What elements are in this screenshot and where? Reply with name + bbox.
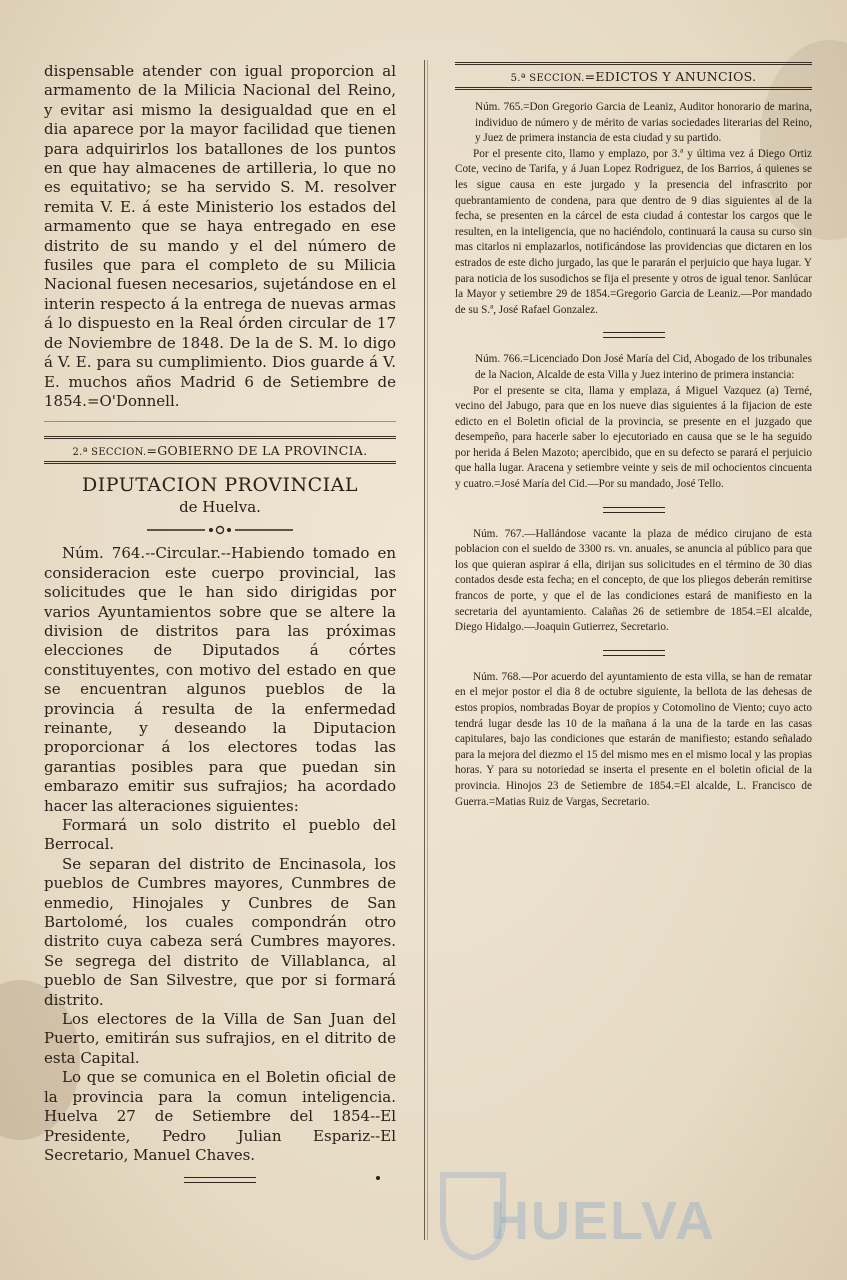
- section-heading-prefix: 5.ª SECCION.: [510, 73, 585, 84]
- circular-764-paragraph-3: Se separan del distrito de Encinasola, los pueblos de Cumbres mayores, Cunmbres de enmedio, Hinojales y Cunbres de San Bartolomé, los cuales compondrán otro distrito cuya cabeza será Cumbres mayores. Se segrega del distrito de Villablanca, al pueblo de San Silvestre, que por si formará distrito.: [44, 854, 396, 1009]
- intro-paragraph: dispensable atender con igual proporcion al armamento de la Milicia Nacional del Reino, y evitar asi mismo la desigualdad que en el dia aparece por la mayor facilidad que tienen para adquirirlos los batallones de los puntos en que hay almacenes de artilleria, lo que no es equitativo; se ha servido S. M. resolver remita V. E. á este Ministerio los estados del armamento que se haya entregado en ese distrito de su mando y el del número de fusiles que para el completo de su Milicia Nacional fuesen necesarios, sujetándose en el interin respecto á la entrega de nuevas armas á lo dispuesto en la Real órden circular de 17 de Noviembre de 1848. De la de S. M. lo digo á V. E. para su cumplimiento. Dios guarde á V. E. muchos años Madrid 6 de Setiembre de 1854.=O'Donnell.: [44, 62, 396, 410]
- notice-768-body: Núm. 768.—Por acuerdo del ayuntamiento de esta villa, se han de rematar en el mejor postor el dia 8 de octubre siguiente, la bellota de las dehesas de estos propios, nombradas Boyar de propios y Cotomolino de Viento; cuyo acto tendrá lugar desde las 10 de la mañana á la una de la tarde en las casas capitulares, bajo las condiciones que estarán de manifiesto; estando señalado para la mejora del diezmo el 15 del mismo mes en el mismo local y las propias horas. Y para su notoriedad se inserta el presente en el boletin oficial de la provincia. Hinojos 23 de Setiembre de 1854.=El alcalde, L. Francisco de Guerra.=Matias Ruiz de Vargas, Secretario.: [455, 670, 812, 808]
- notice-767-body: Núm. 767.—Hallándose vacante la plaza de médico cirujano de esta poblacion con el sueldo de 3300 rs. vn. anuales, se anuncia al público para que los que quieran aspirar á ella, dirijan sus solicitudes en el término de 30 dias contados desde esta fecha; en el concepto, de que los pliegos deberán remitirse francos de porte, y que el de las condiciones estará de manifiesto en la secretaria del ayuntamiento. Calañas 26 de setiembre de 1854.=El alcalde, Diego Hidalgo.—Joaquin Gutierrez, Secretario.: [455, 527, 812, 634]
- notice-765-heading: Núm. 765.=Don Gregorio Garcia de Leaniz, Auditor honorario de marina, individuo de número y de mérito de varias sociedades literarias del Reino, y Juez de primera instancia de esta ciudad y su partido.: [475, 101, 812, 145]
- circular-764-paragraph-5: Lo que se comunica en el Boletin oficial de la provincia para la comun inteligencia. Huelva 27 de Setiembre del 1854--El Presidente, Pedro Julian Espariz--El Secretario, Manuel Chaves.: [44, 1068, 396, 1164]
- ink-dot: [376, 1176, 380, 1180]
- page-subtitle: de Huelva.: [179, 498, 261, 517]
- watermark: HUELVA: [490, 1191, 716, 1251]
- page-title: DIPUTACION PROVINCIAL: [82, 474, 358, 497]
- section-heading-edictos: [455, 62, 812, 90]
- circular-764-paragraph: Núm. 764.--Circular.--Habiendo tomado en consideracion este cuerpo provincial, las solicitudes que le han sido dirigidas por varios Ayuntamientos sobre que se altere la division de distritos para las próximas elecciones de Diputados á córtes constituyentes, con motivo del estado en que se encuentran algunos pueblos de la provincia á resulta de la enfermedad reinante, y deseando la Diputacion proporcionar á los electores todas las garantias posibles para que puedan sin embarazo emitir sus sufrajios; ha acordado hacer las alteraciones siguientes:: [44, 544, 396, 815]
- circular-764-paragraph-4: Los electores de la Villa de San Juan del Puerto, emitirán sus sufrajios, en el ditrito de esta Capital.: [44, 1010, 396, 1067]
- column-divider-secondary: [427, 60, 428, 1240]
- section-heading-title: =GOBIERNO DE LA PROVINCIA.: [146, 443, 368, 459]
- notice-766-heading: Núm. 766.=Licenciado Don José María del Cid, Abogado de los tribunales de la Nacion, Alcalde de esta Villa y Juez interino de primera instancia:: [475, 353, 812, 381]
- notice-divider: [603, 332, 665, 338]
- section-heading-title: =EDICTOS Y ANUNCIOS.: [584, 69, 757, 84]
- notice-766-body: Por el presente se cita, llama y emplaza, á Miguel Vazquez (a) Terné, vecino del Jabugo, para que en los nueve dias siguientes á la fijacion de este edicto en el Boletin oficial de la provincia, se presente en el juzgado que desempeño, para hacerle saber lo ejecutoriado en causa que se le ha seguido por herida á Belen Mazoto; apercibido, que en su defecto se parará el perjuicio que halla lugar. Aracena y setiembre veinte y seis de mil ochocientos cincuenta y cuatro.=José María del Cid.—Por su mandado, José Tello.: [455, 384, 812, 491]
- section-heading-prefix: 2.ª SECCION.: [72, 447, 147, 459]
- column-divider: [424, 60, 425, 1240]
- section-heading-gobierno: [44, 436, 396, 464]
- ornament-divider: [145, 522, 295, 538]
- notice-765-body: Por el presente cito, llamo y emplazo, por 3.ª y última vez á Diego Ortiz Cote, vecino de Tarifa, y á Juan Lopez Rodriguez, de los Barrios, á quienes se les sigue causa en este jurgado y la presencia del infrascrito por quebrantamiento de condena, para que dentro de 9 dias siguientes al de la fecha, se presenten en la cárcel de esta ciudad á contestar los cargos que le resulten, en la inteligencia, que no haciéndolo, continuará la causa su curso sin mas citarlos ni emplazarlos, notificándose las providencias que dictaren en los estrados de este dicho jurgado, las que le pararán el perjuicio que haya lugar. Y para noticia de los susodichos se fija el presente y otros de igual tenor. Sanlúcar la Mayor y setiembre 29 de 1854.=Gregorio Garcia de Leaniz.—Por mandado de su S.ª, José Rafael Gonzalez.: [455, 147, 812, 316]
- left-column: [44, 62, 396, 1197]
- end-bar: [184, 1177, 256, 1183]
- circular-764-paragraph-2: Formará un solo distrito el pueblo del Berrocal.: [44, 816, 396, 854]
- notice-divider: [603, 507, 665, 513]
- divider: [44, 421, 396, 422]
- notice-divider: [603, 650, 665, 656]
- right-column: [455, 62, 812, 810]
